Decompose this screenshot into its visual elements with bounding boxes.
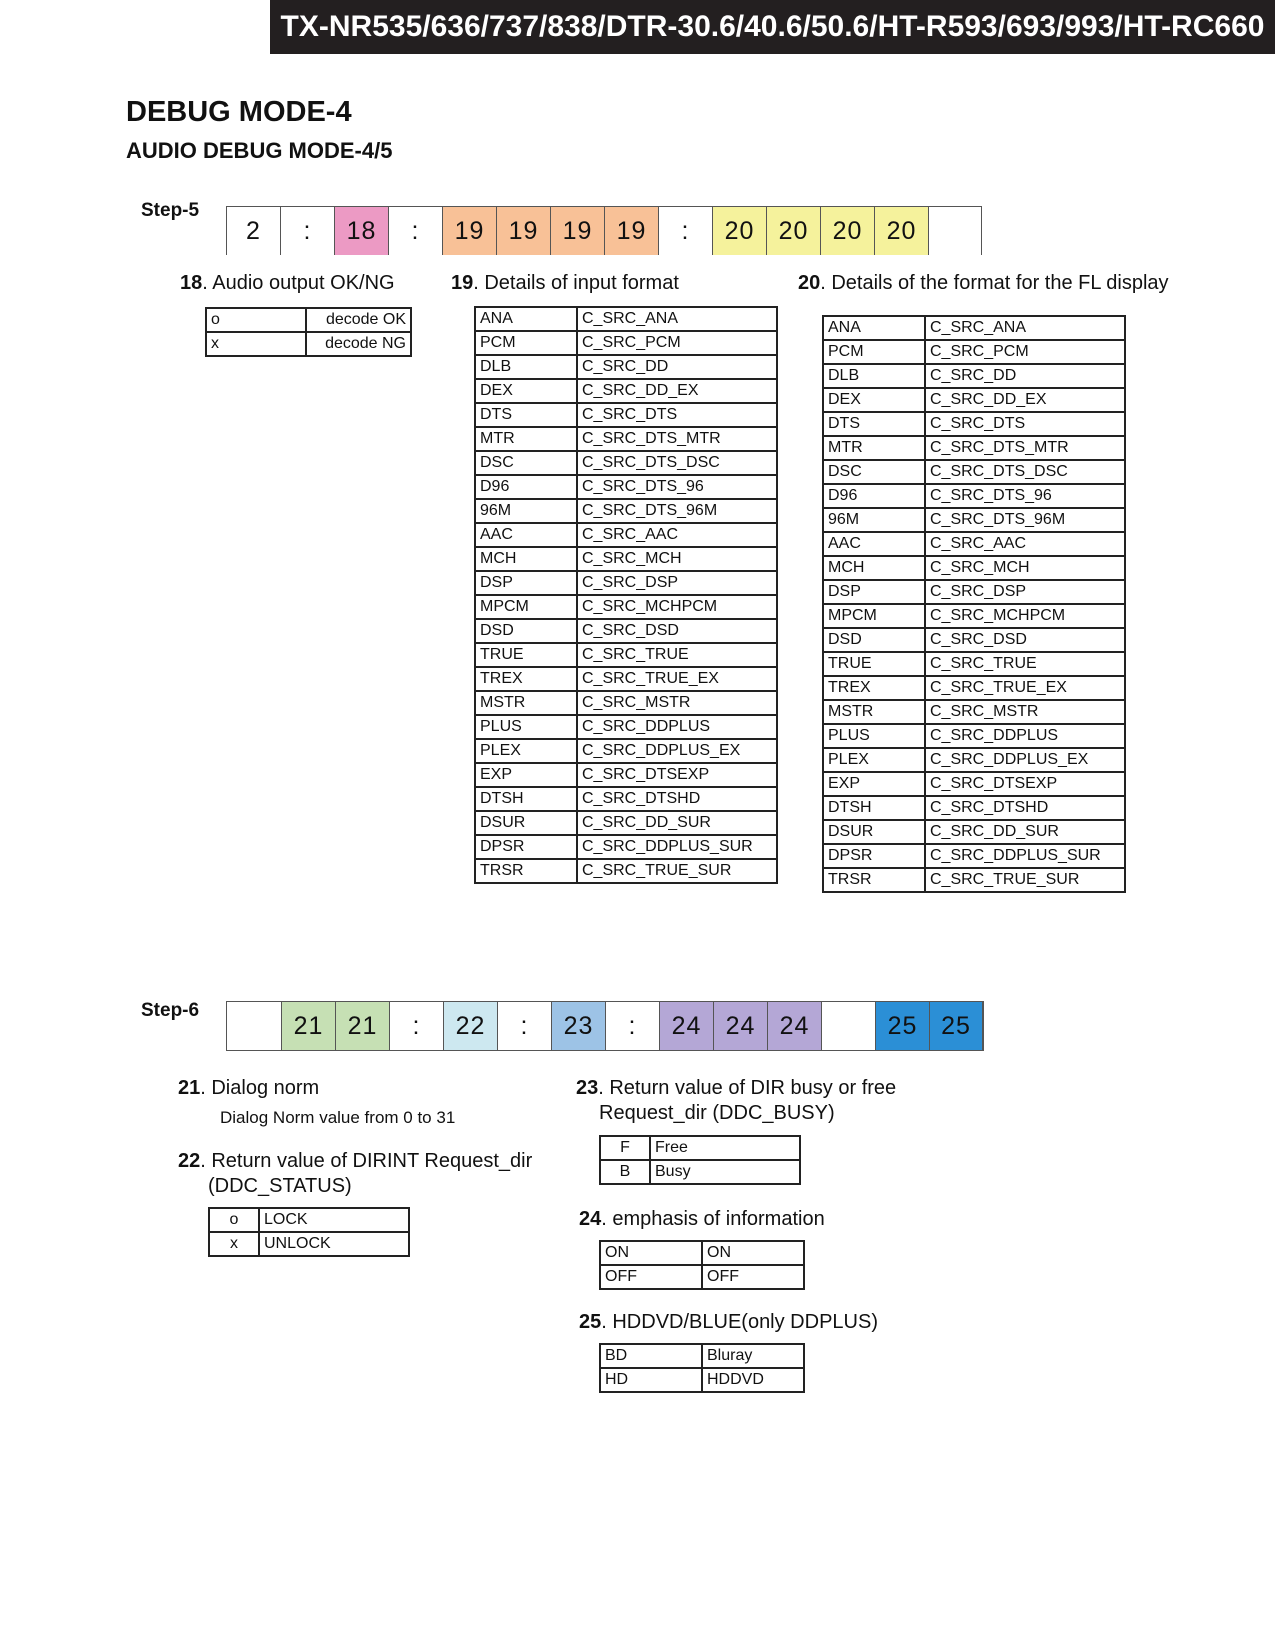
- table-cell: DSC: [475, 451, 577, 475]
- table-row: [823, 340, 1125, 364]
- table-row: [206, 308, 411, 332]
- table-row: [600, 1160, 800, 1184]
- table-cell: OFF: [600, 1265, 702, 1289]
- sec22-title: . Return value of DIRINT Request_dir: [200, 1150, 533, 1172]
- table-cell: C_SRC_DDPLUS: [925, 724, 1125, 748]
- table-cell: C_SRC_DTSEXP: [577, 763, 777, 787]
- sec18-heading: [180, 272, 395, 295]
- step5-cell: :: [658, 207, 712, 255]
- step5-cell: 2: [226, 207, 280, 255]
- table-cell: HD: [600, 1368, 702, 1392]
- table-cell: 96M: [475, 499, 577, 523]
- table-row: [823, 580, 1125, 604]
- table-cell: PLEX: [823, 748, 925, 772]
- table-cell: PLEX: [475, 739, 577, 763]
- sec24-table: [599, 1240, 805, 1290]
- table-cell: MCH: [823, 556, 925, 580]
- table-row: [475, 859, 777, 883]
- sec21-note: Dialog Norm value from 0 to 31: [220, 1108, 456, 1127]
- table-cell: C_SRC_TRUE_SUR: [925, 868, 1125, 892]
- table-cell: C_SRC_DSD: [925, 628, 1125, 652]
- sec23-table: [599, 1135, 801, 1185]
- table-cell: DTSH: [823, 796, 925, 820]
- table-row: [823, 820, 1125, 844]
- table-cell: C_SRC_PCM: [577, 331, 777, 355]
- sec23-title2: Request_dir (DDC_BUSY): [599, 1102, 835, 1124]
- table-cell: PLUS: [475, 715, 577, 739]
- table-row: [600, 1344, 804, 1368]
- sec25-number: 25: [579, 1311, 602, 1333]
- sec19-heading: [451, 272, 679, 295]
- sec22-heading: [178, 1150, 532, 1173]
- table-cell: Free: [650, 1136, 800, 1160]
- table-cell: C_SRC_DDPLUS_SUR: [925, 844, 1125, 868]
- sec21-number: 21: [178, 1077, 201, 1099]
- step6-cell: :: [605, 1002, 659, 1050]
- header-bar: TX-NR535/636/737/838/DTR-30.6/40.6/50.6/HT-R593/693/993/HT-RC660: [270, 0, 1275, 54]
- table-row: [475, 403, 777, 427]
- sec18-title: . Audio output OK/NG: [202, 272, 395, 294]
- table-cell: C_SRC_TRUE: [577, 643, 777, 667]
- table-cell: AAC: [823, 532, 925, 556]
- table-cell: C_SRC_DSP: [925, 580, 1125, 604]
- table-cell: DTS: [823, 412, 925, 436]
- table-row: [823, 628, 1125, 652]
- table-cell: C_SRC_DTS_MTR: [577, 427, 777, 451]
- table-cell: C_SRC_DDPLUS_EX: [577, 739, 777, 763]
- sec23-title: . Return value of DIR busy or free: [598, 1077, 897, 1099]
- step5-cell: 18: [334, 207, 388, 255]
- table-cell: PCM: [475, 331, 577, 355]
- page-subtitle: AUDIO DEBUG MODE-4/5: [126, 138, 393, 163]
- table-cell: C_SRC_MCH: [577, 547, 777, 571]
- table-cell: Bluray: [702, 1344, 804, 1368]
- table-cell: x: [209, 1232, 259, 1256]
- table-row: [475, 811, 777, 835]
- table-cell: F: [600, 1136, 650, 1160]
- table-cell: C_SRC_DTS: [577, 403, 777, 427]
- table-cell: DSUR: [823, 820, 925, 844]
- table-cell: C_SRC_TRUE_EX: [925, 676, 1125, 700]
- table-cell: TRUE: [823, 652, 925, 676]
- table-row: [823, 364, 1125, 388]
- table-cell: C_SRC_ANA: [577, 307, 777, 331]
- table-row: [475, 307, 777, 331]
- table-row: [823, 772, 1125, 796]
- table-cell: o: [209, 1208, 259, 1232]
- table-row: [600, 1265, 804, 1289]
- table-cell: x: [206, 332, 306, 356]
- step5-label: Step-5: [141, 200, 200, 221]
- table-cell: C_SRC_DD_EX: [577, 379, 777, 403]
- table-cell: C_SRC_MCHPCM: [925, 604, 1125, 628]
- step6-cell: :: [497, 1002, 551, 1050]
- table-cell: DEX: [475, 379, 577, 403]
- table-cell: C_SRC_AAC: [577, 523, 777, 547]
- table-cell: HDDVD: [702, 1368, 804, 1392]
- step6-cell: 24: [767, 1002, 821, 1050]
- step6-cell: 22: [443, 1002, 497, 1050]
- step5-strip: [226, 206, 982, 255]
- table-row: [600, 1368, 804, 1392]
- table-cell: LOCK: [259, 1208, 409, 1232]
- table-cell: C_SRC_DSP: [577, 571, 777, 595]
- table-row: [475, 835, 777, 859]
- table-cell: TRSR: [475, 859, 577, 883]
- table-cell: DTS: [475, 403, 577, 427]
- table-cell: C_SRC_DDPLUS_SUR: [577, 835, 777, 859]
- sec19-title: . Details of input format: [473, 272, 679, 294]
- step5-cell: 19: [442, 207, 496, 255]
- table-cell: DSP: [823, 580, 925, 604]
- page-title: DEBUG MODE-4: [126, 96, 352, 128]
- table-cell: DPSR: [475, 835, 577, 859]
- sec20-heading: [798, 272, 1169, 295]
- table-row: [475, 691, 777, 715]
- table-cell: UNLOCK: [259, 1232, 409, 1256]
- table-cell: C_SRC_DD_SUR: [925, 820, 1125, 844]
- sec20-title: . Details of the format for the FL display: [820, 272, 1169, 294]
- table-cell: Busy: [650, 1160, 800, 1184]
- sec20-number: 20: [798, 272, 821, 294]
- sec23-number: 23: [576, 1077, 599, 1099]
- table-cell: C_SRC_DTS_96M: [925, 508, 1125, 532]
- step6-cell: [821, 1002, 875, 1050]
- table-cell: C_SRC_ANA: [925, 316, 1125, 340]
- sec21-heading: [178, 1077, 319, 1100]
- sec21-title: . Dialog norm: [200, 1077, 320, 1099]
- table-cell: C_SRC_MCH: [925, 556, 1125, 580]
- table-cell: ON: [600, 1241, 702, 1265]
- table-cell: DSP: [475, 571, 577, 595]
- table-cell: ANA: [823, 316, 925, 340]
- table-cell: C_SRC_DTS_96M: [577, 499, 777, 523]
- table-cell: C_SRC_DDPLUS_EX: [925, 748, 1125, 772]
- step6-cell: 23: [551, 1002, 605, 1050]
- step6-cell: 25: [929, 1002, 983, 1050]
- step5-cell: 19: [496, 207, 550, 255]
- sec22-title2: (DDC_STATUS): [208, 1175, 352, 1197]
- table-cell: D96: [475, 475, 577, 499]
- table-cell: MPCM: [475, 595, 577, 619]
- table-cell: TREX: [475, 667, 577, 691]
- table-cell: C_SRC_MCHPCM: [577, 595, 777, 619]
- table-cell: C_SRC_DTSEXP: [925, 772, 1125, 796]
- table-row: [823, 844, 1125, 868]
- table-row: [823, 868, 1125, 892]
- step5-cell: :: [388, 207, 442, 255]
- table-cell: OFF: [702, 1265, 804, 1289]
- step5-cell: [928, 207, 982, 255]
- step6-strip: [226, 1001, 984, 1051]
- table-cell: C_SRC_TRUE: [925, 652, 1125, 676]
- table-cell: C_SRC_AAC: [925, 532, 1125, 556]
- table-row: [475, 715, 777, 739]
- table-cell: C_SRC_DSD: [577, 619, 777, 643]
- step5-cell: 19: [604, 207, 658, 255]
- step6-cell: 24: [659, 1002, 713, 1050]
- step5-cell: 19: [550, 207, 604, 255]
- step6-cell: 21: [281, 1002, 335, 1050]
- table-cell: AAC: [475, 523, 577, 547]
- table-row: [823, 724, 1125, 748]
- table-row: [475, 787, 777, 811]
- table-cell: C_SRC_DTS_96: [577, 475, 777, 499]
- table-cell: DEX: [823, 388, 925, 412]
- table-row: [823, 460, 1125, 484]
- table-cell: C_SRC_DD: [577, 355, 777, 379]
- table-row: [475, 571, 777, 595]
- step5-cell: 20: [874, 207, 928, 255]
- table-cell: C_SRC_DD: [925, 364, 1125, 388]
- table-cell: C_SRC_DDPLUS: [577, 715, 777, 739]
- table-cell: DTSH: [475, 787, 577, 811]
- table-row: [823, 388, 1125, 412]
- table-row: [823, 604, 1125, 628]
- table-cell: C_SRC_DTS_DSC: [925, 460, 1125, 484]
- step6-cell: 25: [875, 1002, 929, 1050]
- table-cell: C_SRC_TRUE_EX: [577, 667, 777, 691]
- table-cell: C_SRC_DTSHD: [577, 787, 777, 811]
- sec23-heading: [576, 1077, 896, 1100]
- sec25-heading: [579, 1311, 878, 1334]
- table-cell: decode NG: [306, 332, 411, 356]
- table-row: [823, 484, 1125, 508]
- table-cell: ANA: [475, 307, 577, 331]
- table-row: [600, 1241, 804, 1265]
- table-cell: B: [600, 1160, 650, 1184]
- table-row: [823, 652, 1125, 676]
- table-cell: C_SRC_DD_EX: [925, 388, 1125, 412]
- table-row: [823, 316, 1125, 340]
- table-cell: MSTR: [823, 700, 925, 724]
- table-cell: C_SRC_DD_SUR: [577, 811, 777, 835]
- step6-cell: 21: [335, 1002, 389, 1050]
- table-cell: D96: [823, 484, 925, 508]
- table-cell: EXP: [823, 772, 925, 796]
- sec20-table: [822, 315, 1126, 893]
- table-cell: DSC: [823, 460, 925, 484]
- table-row: [823, 676, 1125, 700]
- step5-cell: 20: [820, 207, 874, 255]
- sec22-number: 22: [178, 1150, 201, 1172]
- table-row: [209, 1232, 409, 1256]
- sec22-table: [208, 1207, 410, 1257]
- step6-cell: [227, 1002, 281, 1050]
- step5-cell: :: [280, 207, 334, 255]
- table-row: [209, 1208, 409, 1232]
- sec19-table: [474, 306, 778, 884]
- sec25-title: . HDDVD/BLUE(only DDPLUS): [601, 1311, 878, 1333]
- table-cell: TREX: [823, 676, 925, 700]
- table-cell: DSUR: [475, 811, 577, 835]
- table-row: [475, 499, 777, 523]
- table-cell: ON: [702, 1241, 804, 1265]
- table-row: [475, 763, 777, 787]
- table-cell: C_SRC_DTS_MTR: [925, 436, 1125, 460]
- table-cell: C_SRC_MSTR: [925, 700, 1125, 724]
- table-cell: MTR: [823, 436, 925, 460]
- table-row: [475, 523, 777, 547]
- table-row: [475, 739, 777, 763]
- table-cell: DPSR: [823, 844, 925, 868]
- table-row: [206, 332, 411, 356]
- table-row: [475, 619, 777, 643]
- sec19-number: 19: [451, 272, 474, 294]
- table-row: [475, 643, 777, 667]
- table-cell: 96M: [823, 508, 925, 532]
- table-cell: DSD: [823, 628, 925, 652]
- table-cell: o: [206, 308, 306, 332]
- table-row: [475, 475, 777, 499]
- step5-cell: 20: [712, 207, 766, 255]
- table-row: [823, 412, 1125, 436]
- table-cell: BD: [600, 1344, 702, 1368]
- table-row: [475, 427, 777, 451]
- table-row: [475, 667, 777, 691]
- sec18-table: [205, 307, 412, 357]
- table-row: [475, 595, 777, 619]
- table-cell: C_SRC_PCM: [925, 340, 1125, 364]
- table-row: [475, 451, 777, 475]
- table-cell: DLB: [475, 355, 577, 379]
- table-row: [823, 508, 1125, 532]
- sec24-heading: [579, 1208, 825, 1231]
- table-row: [823, 700, 1125, 724]
- step6-label: Step-6: [141, 1000, 200, 1021]
- table-cell: C_SRC_TRUE_SUR: [577, 859, 777, 883]
- table-cell: MCH: [475, 547, 577, 571]
- table-cell: PCM: [823, 340, 925, 364]
- table-row: [823, 796, 1125, 820]
- table-cell: C_SRC_DTSHD: [925, 796, 1125, 820]
- table-row: [475, 547, 777, 571]
- table-row: [823, 556, 1125, 580]
- table-cell: MTR: [475, 427, 577, 451]
- table-cell: C_SRC_DTS: [925, 412, 1125, 436]
- table-row: [475, 379, 777, 403]
- table-row: [823, 748, 1125, 772]
- table-cell: C_SRC_DTS_96: [925, 484, 1125, 508]
- table-row: [823, 532, 1125, 556]
- step6-cell: :: [389, 1002, 443, 1050]
- table-row: [823, 436, 1125, 460]
- table-cell: PLUS: [823, 724, 925, 748]
- table-cell: DLB: [823, 364, 925, 388]
- sec24-title: . emphasis of information: [601, 1208, 825, 1230]
- table-cell: MPCM: [823, 604, 925, 628]
- table-cell: TRUE: [475, 643, 577, 667]
- table-cell: TRSR: [823, 868, 925, 892]
- step5-cell: 20: [766, 207, 820, 255]
- table-cell: MSTR: [475, 691, 577, 715]
- sec25-table: [599, 1343, 805, 1393]
- table-row: [475, 355, 777, 379]
- sec24-number: 24: [579, 1208, 602, 1230]
- table-cell: C_SRC_DTS_DSC: [577, 451, 777, 475]
- table-cell: DSD: [475, 619, 577, 643]
- sec18-number: 18: [180, 272, 203, 294]
- table-row: [475, 331, 777, 355]
- table-cell: decode OK: [306, 308, 411, 332]
- table-cell: C_SRC_MSTR: [577, 691, 777, 715]
- table-cell: EXP: [475, 763, 577, 787]
- table-row: [600, 1136, 800, 1160]
- step6-cell: 24: [713, 1002, 767, 1050]
